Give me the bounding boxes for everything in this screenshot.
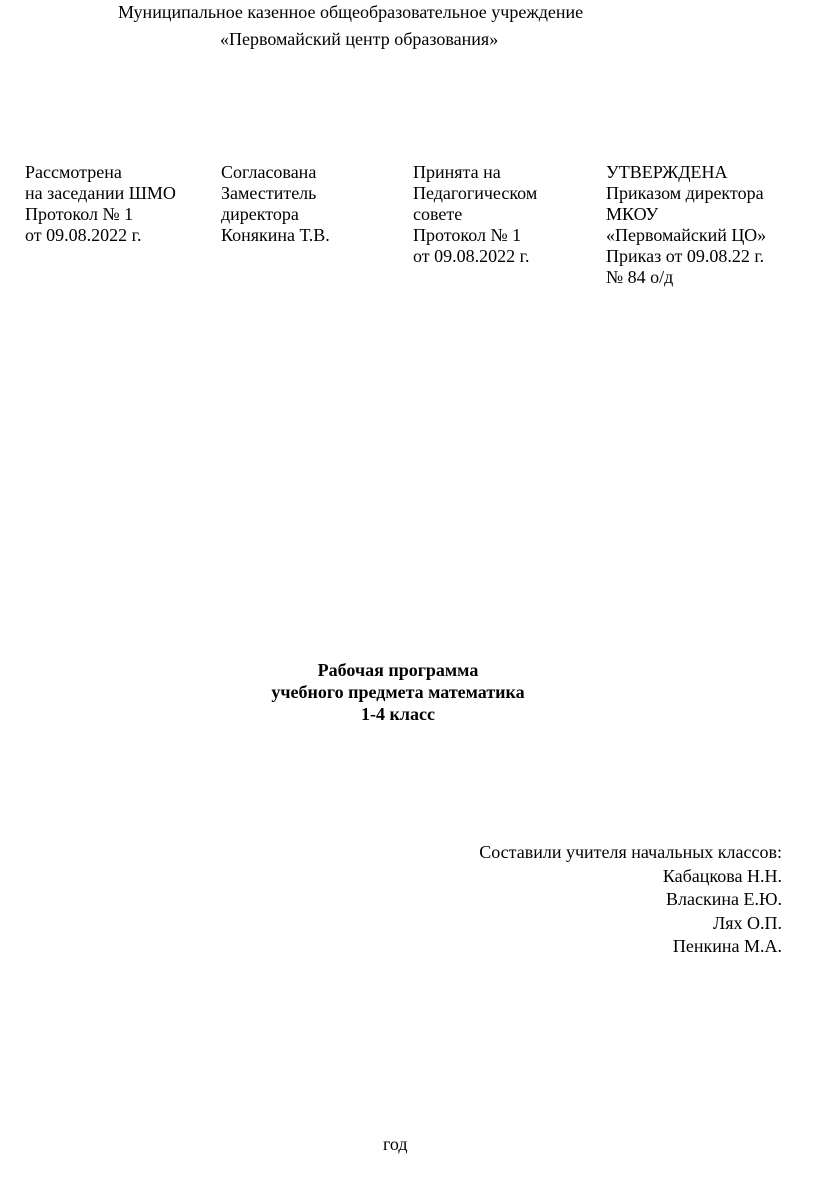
authors-block: [479, 842, 782, 960]
approval-line: Принята на: [413, 162, 501, 182]
grade-line: 1-4 класс: [361, 704, 435, 724]
program-title: [0, 660, 796, 726]
approval-line: «Первомайский ЦО»: [606, 225, 767, 245]
approval-line: МКОУ: [606, 204, 659, 224]
approval-line: Педагогическом: [413, 183, 538, 203]
approval-line: УТВЕРЖДЕНА: [606, 162, 728, 182]
author-name: Лях О.П.: [713, 912, 782, 933]
approval-line: от 09.08.2022 г.: [25, 225, 142, 245]
subject-line: учебного предмета математика: [271, 682, 525, 702]
approval-line: Протокол № 1: [25, 204, 134, 224]
approval-line: директора: [221, 204, 299, 224]
approval-line: Согласована: [221, 162, 317, 182]
approval-line: Приказ от 09.08.22 г.: [606, 246, 765, 266]
approval-line: на заседании ШМО: [25, 183, 176, 203]
author-name: Кабацкова Н.Н.: [662, 865, 782, 886]
approval-line: от 09.08.2022 г.: [413, 246, 530, 266]
author-name: Власкина Е.Ю.: [666, 889, 782, 909]
approval-reviewed: [25, 162, 176, 246]
approval-accepted: [413, 162, 537, 267]
institution-name: Муниципальное казенное общеобразовательное учреждение: [118, 2, 584, 22]
approval-line: Протокол № 1: [413, 225, 522, 245]
approval-approved: [606, 162, 766, 288]
approval-line: Конякина Т.В.: [221, 225, 330, 245]
approval-line: совете: [413, 204, 463, 224]
approval-line: Рассмотрена: [25, 162, 122, 182]
authors-heading: Составили учителя начальных классов:: [479, 842, 782, 862]
author-name: Пенкина М.А.: [672, 936, 782, 956]
year-label: год: [383, 1134, 408, 1154]
approval-line: № 84 о/д: [606, 267, 674, 287]
approval-agreed: [221, 162, 330, 246]
title-line: Рабочая программа: [317, 660, 479, 680]
institution-short-name: «Первомайский центр образования»: [220, 29, 499, 49]
approval-line: Заместитель: [221, 183, 317, 203]
approval-line: Приказом директора: [606, 183, 764, 203]
